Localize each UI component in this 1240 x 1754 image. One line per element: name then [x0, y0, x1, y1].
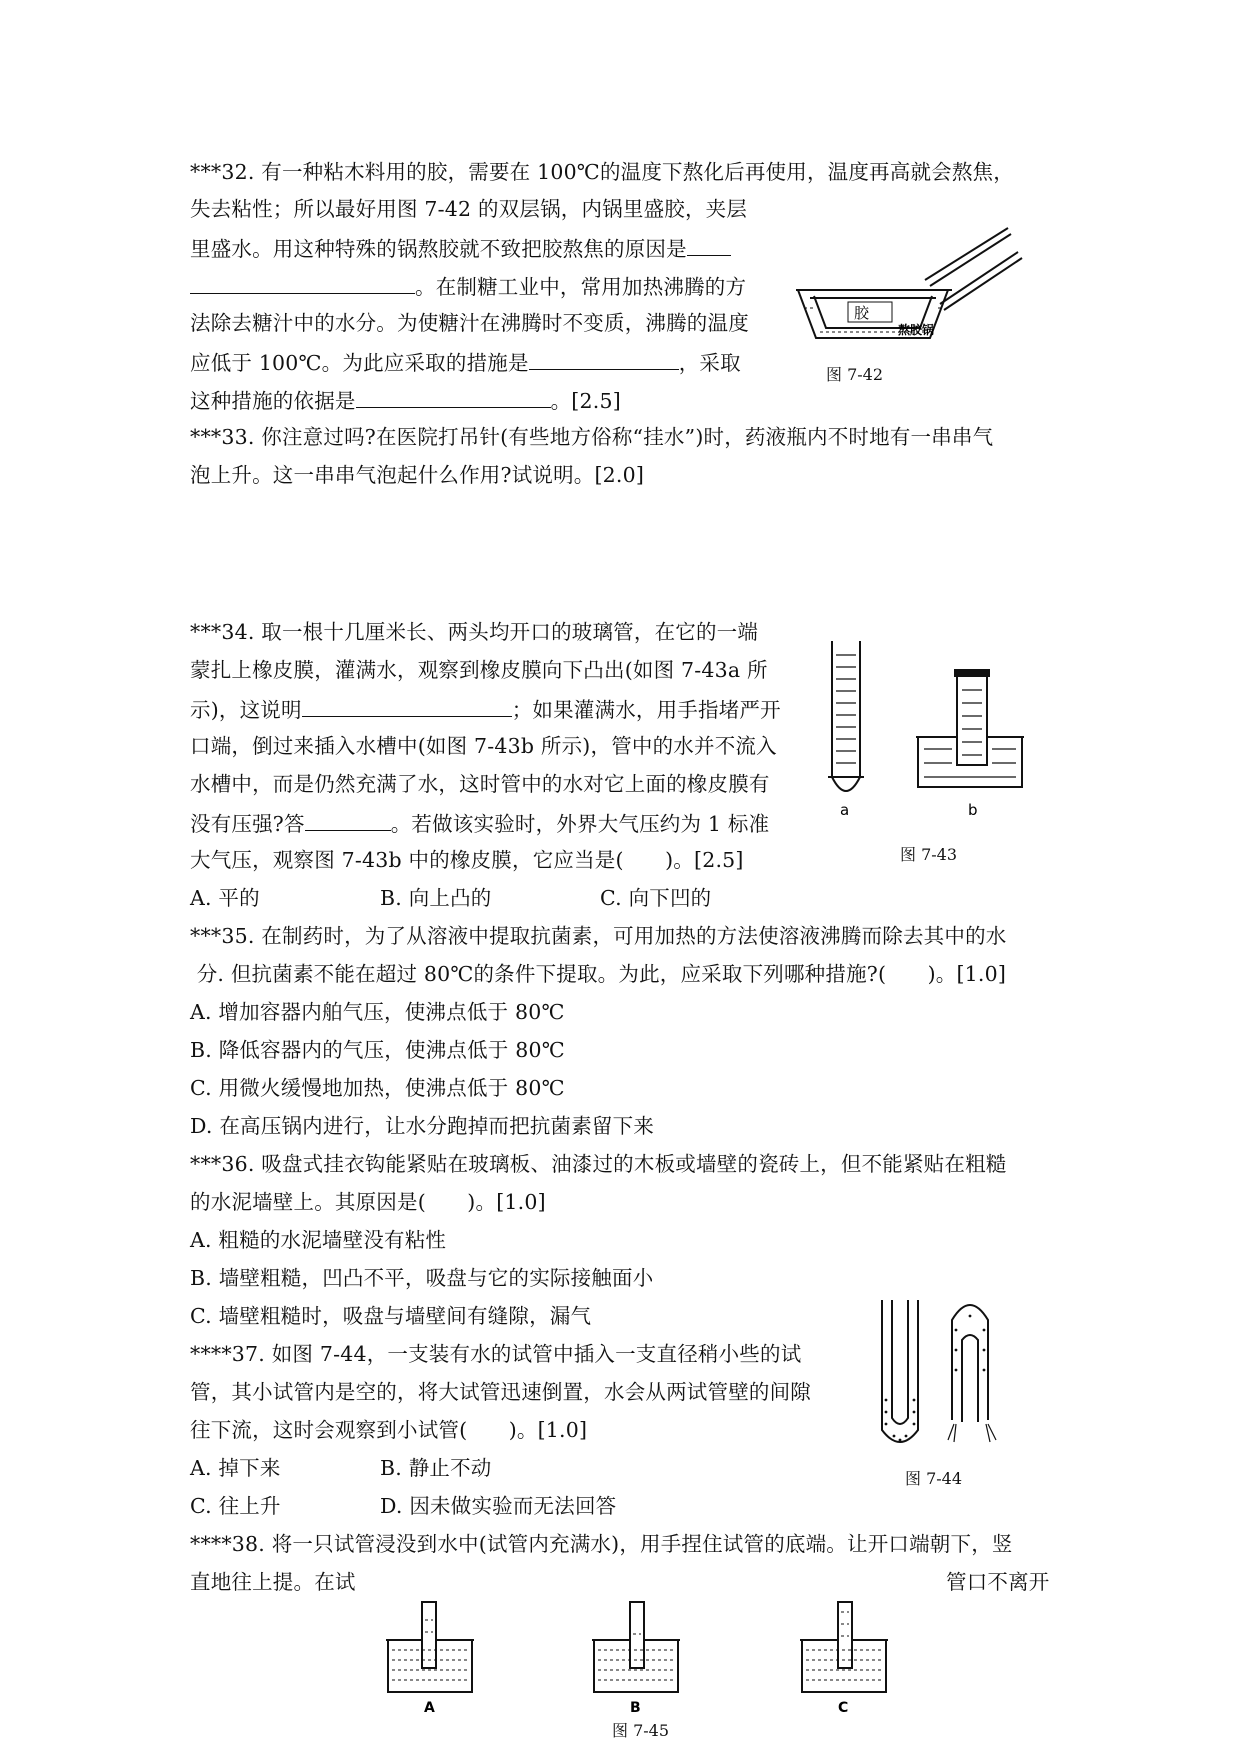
q37-option-c[interactable]: C. 往上升: [190, 1494, 281, 1518]
q32-line-4: 。在制糖工业中，常用加热沸腾的方: [190, 271, 746, 301]
q37-option-d[interactable]: D. 因未做实验而无法回答: [380, 1494, 617, 1518]
figure-7-42-caption: 图 7-42: [826, 365, 884, 384]
q32-line-3: 里盛水。用这种特殊的锅熬胶就不致把胶熬焦的原因是: [190, 233, 731, 263]
q35-option-b[interactable]: B. 降低容器内的气压，使沸点低于 80℃: [190, 1038, 565, 1062]
q34-blank-1[interactable]: [302, 694, 512, 717]
q33-line-1: ***33. 你注意过吗?在医院打吊针(有些地方俗称“挂水”)时，药液瓶内不时地有一串串气: [190, 425, 994, 449]
figure-7-44-caption: 图 7-44: [905, 1469, 963, 1488]
q36-line-2: 的水泥墙壁上。其原因是( )。[1.0]: [190, 1190, 546, 1214]
q36-option-b[interactable]: B. 墙壁粗糙，凹凸不平，吸盘与它的实际接触面小: [190, 1266, 654, 1290]
q32-blank-1a[interactable]: [687, 233, 731, 256]
q36-option-c[interactable]: C. 墙壁粗糙时，吸盘与墙壁间有缝隙，漏气: [190, 1304, 592, 1328]
fig-7-45-beaker-a: [386, 1602, 474, 1716]
q32-blank-1b[interactable]: [190, 271, 415, 294]
fig-7-43-label-b: b: [968, 801, 978, 819]
fig-7-45-beaker-b: [592, 1602, 680, 1716]
q34-line-4: 口端，倒过来插入水槽中(如图 7-43b 所示)，管中的水并不流入: [190, 734, 777, 758]
q34-line-2: 蒙扎上橡皮膜，灌满水，观察到橡皮膜向下凸出(如图 7-43a 所: [190, 658, 768, 682]
q34-line-1: ***34. 取一根十几厘米长、两头均开口的玻璃管，在它的一端: [190, 620, 759, 644]
figure-7-43: [820, 635, 1040, 820]
q32-line-2: 失去粘性；所以最好用图 7-42 的双层锅，内锅里盛胶，夹层: [190, 197, 748, 221]
q37-line-3: 往下流，这时会观察到小试管( )。[1.0]: [190, 1418, 588, 1442]
q35-line-1: ***35. 在制药时，为了从溶液中提取抗菌素，可用加热的方法使溶液沸腾而除去其中的水: [190, 924, 1007, 948]
glue-label: 胶: [854, 304, 870, 322]
q35-option-d[interactable]: D. 在高压锅内进行，让水分跑掉而把抗菌素留下来: [190, 1114, 655, 1138]
q38-line-1: ****38. 将一只试管浸没到水中(试管内充满水)，用手捏住试管的底端。让开口端朝下，竖: [190, 1532, 1013, 1556]
q34-line-5: 水槽中，而是仍然充满了水，这时管中的水对它上面的橡皮膜有: [190, 772, 770, 796]
q35-option-c[interactable]: C. 用微火缓慢地加热，使沸点低于 80℃: [190, 1076, 565, 1100]
q34-blank-2[interactable]: [305, 808, 391, 831]
q32-line-1: ***32. 有一种粘木料用的胶，需要在 100℃的温度下熬化后再使用，温度再高就会熬焦，: [190, 160, 1014, 184]
fig-7-45-label-c: C: [838, 1700, 849, 1716]
q36-line-1: ***36. 吸盘式挂衣钩能紧贴在玻璃板、油漆过的木板或墙壁的瓷砖上，但不能紧贴在粗糙: [190, 1152, 1007, 1176]
fig-7-45-beaker-c: [800, 1602, 888, 1716]
pot-label: 熬胶锅: [898, 323, 935, 337]
fig-7-45-label-a: A: [424, 1700, 435, 1716]
q38-line-2b: 管口不离开: [946, 1570, 1050, 1594]
q34-line-3: 示)，这说明 ；如果灌满水，用手指堵严开: [190, 694, 781, 724]
q32-line-5: 法除去糖汁中的水分。为使糖汁在沸腾时不变质，沸腾的温度: [190, 311, 749, 335]
q35-line-2: 分. 但抗菌素不能在超过 80℃的条件下提取。为此，应采取下列哪种措施?( )。[1.0]: [190, 962, 1007, 986]
q32-blank-2[interactable]: [529, 347, 679, 370]
q37-option-b[interactable]: B. 静止不动: [380, 1456, 492, 1480]
q33-line-2: 泡上升。这一串串气泡起什么作用?试说明。[2.0]: [190, 463, 645, 487]
q37-line-1: ****37. 如图 7-44，一支装有水的试管中插入一支直径稍小些的试: [190, 1342, 802, 1366]
q34-option-b[interactable]: B. 向上凸的: [380, 886, 492, 910]
q34-option-c[interactable]: C. 向下凹的: [600, 886, 712, 910]
q32-line-7: 这种措施的依据是 。[2.5]: [190, 385, 621, 415]
figure-7-45: [380, 1600, 900, 1715]
q34-line-6: 没有压强?答 。若做该实验时，外界大气压约为 1 标准: [190, 808, 769, 838]
q34-line-7: 大气压，观察图 7-43b 中的橡皮膜，它应当是( )。[2.5]: [190, 848, 744, 872]
fig-7-45-label-b: B: [630, 1700, 641, 1716]
q35-option-a[interactable]: A. 增加容器内舶气压，使沸点低于 80℃: [190, 1000, 565, 1024]
q36-option-a[interactable]: A. 粗糙的水泥墙壁没有粘性: [190, 1228, 447, 1252]
q34-option-a[interactable]: A. 平的: [190, 886, 260, 910]
figure-7-44: [870, 1290, 1010, 1460]
fig-7-43-label-a: a: [840, 801, 850, 819]
q32-line-6: 应低于 100℃。为此应采取的措施是 ，采取: [190, 347, 741, 377]
q37-line-2: 管，其小试管内是空的，将大试管迅速倒置，水会从两试管壁的间隙: [190, 1380, 811, 1404]
q37-option-a[interactable]: A. 掉下来: [190, 1456, 281, 1480]
figure-7-42: [790, 220, 1020, 360]
q32-blank-3[interactable]: [356, 385, 551, 408]
figure-7-45-caption: 图 7-45: [612, 1721, 670, 1740]
figure-7-43-caption: 图 7-43: [900, 845, 958, 864]
q38-line-2a: 直地往上提。在试: [190, 1570, 356, 1594]
